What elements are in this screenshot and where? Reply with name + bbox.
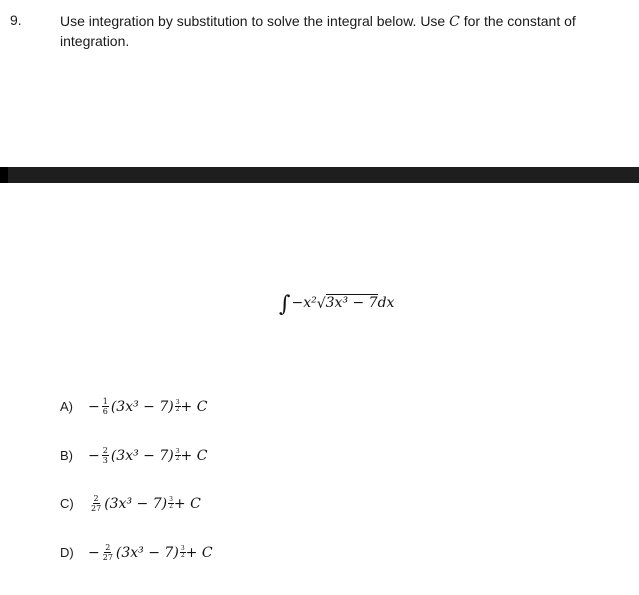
choice-base: (3x³ − 7) xyxy=(104,495,168,512)
choice-tail: + C xyxy=(185,544,213,561)
prompt-text-start: Use integration by substitution to solve the integral below. Use xyxy=(60,13,450,29)
exp-denominator: 2 xyxy=(169,503,173,510)
choice-a[interactable] xyxy=(60,397,207,416)
choice-label: C) xyxy=(60,496,74,511)
choice-d[interactable] xyxy=(60,543,213,562)
coef-denominator: 3 xyxy=(102,456,108,465)
coef-denominator: 6 xyxy=(102,407,108,416)
choice-sign: − xyxy=(88,398,100,415)
divider-bar xyxy=(0,167,639,183)
choice-base: (3x³ − 7) xyxy=(110,398,174,415)
question-prompt xyxy=(60,12,620,51)
exp-numerator: 3 xyxy=(180,545,185,552)
choice-b[interactable] xyxy=(60,446,207,465)
divider-bar-edge xyxy=(0,167,8,183)
coefficient-fraction xyxy=(102,446,109,465)
choice-tail: + C xyxy=(180,398,208,415)
choice-label: B) xyxy=(60,448,73,463)
choice-base: (3x³ − 7) xyxy=(115,544,179,561)
exp-denominator: 2 xyxy=(175,455,180,462)
radical-sign: √ xyxy=(316,296,326,312)
coef-numerator: 2 xyxy=(102,446,108,455)
prompt-text-end: for the constant of integration. xyxy=(60,13,576,49)
coef-denominator: 27 xyxy=(91,504,102,513)
choice-sign: − xyxy=(88,447,100,464)
choice-label: D) xyxy=(60,545,74,560)
exp-denominator: 2 xyxy=(175,406,180,413)
constant-symbol: C xyxy=(449,14,460,30)
coef-numerator: 1 xyxy=(102,397,108,406)
exp-numerator: 3 xyxy=(175,399,180,406)
radicand: 3x³ − 7 xyxy=(325,295,378,311)
exp-numerator: 3 xyxy=(169,496,173,503)
coef-numerator: 2 xyxy=(105,543,111,552)
integral-sign: ∫ xyxy=(279,292,291,317)
exp-numerator: 3 xyxy=(175,448,180,455)
integral-expression xyxy=(279,292,394,317)
choice-c[interactable] xyxy=(60,494,201,513)
choice-tail: + C xyxy=(173,495,201,512)
exp-denominator: 2 xyxy=(180,552,185,559)
coef-numerator: 2 xyxy=(93,494,99,503)
choice-sign: − xyxy=(88,544,100,561)
integrand-lead: −x² xyxy=(291,295,317,311)
coefficient-fraction xyxy=(102,397,109,416)
question-number: 9. xyxy=(10,12,22,28)
choice-base: (3x³ − 7) xyxy=(110,447,174,464)
choice-tail: + C xyxy=(180,447,208,464)
coefficient-fraction xyxy=(90,494,102,513)
choice-label: A) xyxy=(60,399,73,414)
differential: dx xyxy=(377,295,395,311)
coef-denominator: 27 xyxy=(102,553,113,562)
coefficient-fraction xyxy=(102,543,114,562)
